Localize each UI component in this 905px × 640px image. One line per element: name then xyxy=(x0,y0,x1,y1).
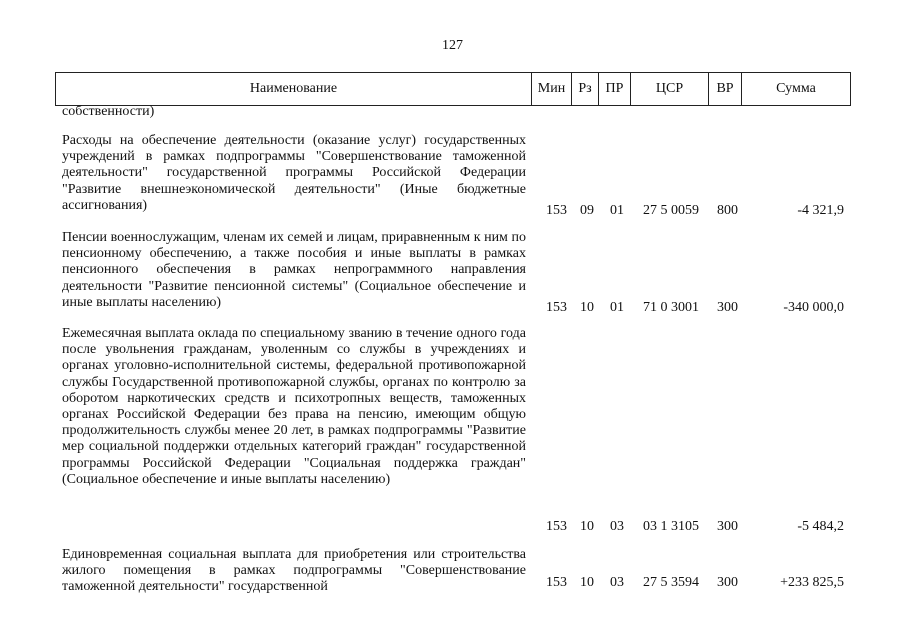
row-csr: 03 1 3105 xyxy=(643,519,699,534)
row-pr: 01 xyxy=(610,203,624,218)
row-csr: 71 0 3001 xyxy=(643,300,699,315)
row-sum: +233 825,5 xyxy=(780,575,844,590)
row-rz: 10 xyxy=(580,519,594,534)
header-rz: Рз xyxy=(571,73,598,105)
row-name: Расходы на обеспечение деятельности (оказание услуг) государственных учреждений в рамках подпрограммы "Совершенствование таможенной деятельности" государственной программы Российской Федерации "Развитие внешнеэкономической деятельности" (Иные бюджетные ассигнования) xyxy=(62,133,526,213)
row-name: Пенсии военнослужащим, членам их семей и лицам, приравненным к ним по пенсионному обеспечению, а также пособия и иные выплаты в рамках пенсионного обеспечения в рамках непрограммного направления деятельности "Развитие пенсионной системы" (Социальное обеспечение и иные выплаты населению) xyxy=(62,230,526,310)
row-rz: 10 xyxy=(580,575,594,590)
row-name: Единовременная социальная выплата для приобретения или строительства жилого помещения в рамках подпрограммы "Совершенствование таможенной деятельности" государственной xyxy=(62,547,526,595)
page-number: 127 xyxy=(442,38,463,53)
header-min: Мин xyxy=(531,73,571,105)
row-min: 153 xyxy=(546,519,567,534)
row-pr: 03 xyxy=(610,519,624,534)
row-sum: -5 484,2 xyxy=(797,519,844,534)
row-pr: 03 xyxy=(610,575,624,590)
table-header xyxy=(55,72,851,106)
row-sum: -340 000,0 xyxy=(783,300,844,315)
continuation-text: собственности) xyxy=(62,104,155,119)
row-csr: 27 5 3594 xyxy=(643,575,699,590)
row-min: 153 xyxy=(546,575,567,590)
row-vr: 300 xyxy=(717,575,738,590)
header-csr: ЦСР xyxy=(630,73,708,105)
header-pr: ПР xyxy=(598,73,630,105)
row-name: Ежемесячная выплата оклада по специальному званию в течение одного года после увольнения гражданам, уволенным со службы в учреждениях и органах уголовно-исполнительной системы, федеральной противопожарной службы Государственной противопожарной службы, органах по контролю за оборотом наркотических средств и психотропных веществ, таможенных органах Российской Федерации без права на пенсию, имеющим общую продолжительность службы менее 20 лет, в рамках подпрограммы "Развитие мер социальной поддержки отдельных категорий граждан" государственной программы Российской Федерации "Социальная поддержка граждан" (Социальное обеспечение и иные выплаты населению) xyxy=(62,326,526,487)
row-rz: 09 xyxy=(580,203,594,218)
row-vr: 800 xyxy=(717,203,738,218)
row-vr: 300 xyxy=(717,519,738,534)
header-sum: Сумма xyxy=(741,73,851,105)
row-min: 153 xyxy=(546,300,567,315)
row-sum: -4 321,9 xyxy=(797,203,844,218)
row-csr: 27 5 0059 xyxy=(643,203,699,218)
row-pr: 01 xyxy=(610,300,624,315)
row-rz: 10 xyxy=(580,300,594,315)
header-name: Наименование xyxy=(55,73,531,105)
header-vr: ВР xyxy=(708,73,741,105)
row-min: 153 xyxy=(546,203,567,218)
row-vr: 300 xyxy=(717,300,738,315)
